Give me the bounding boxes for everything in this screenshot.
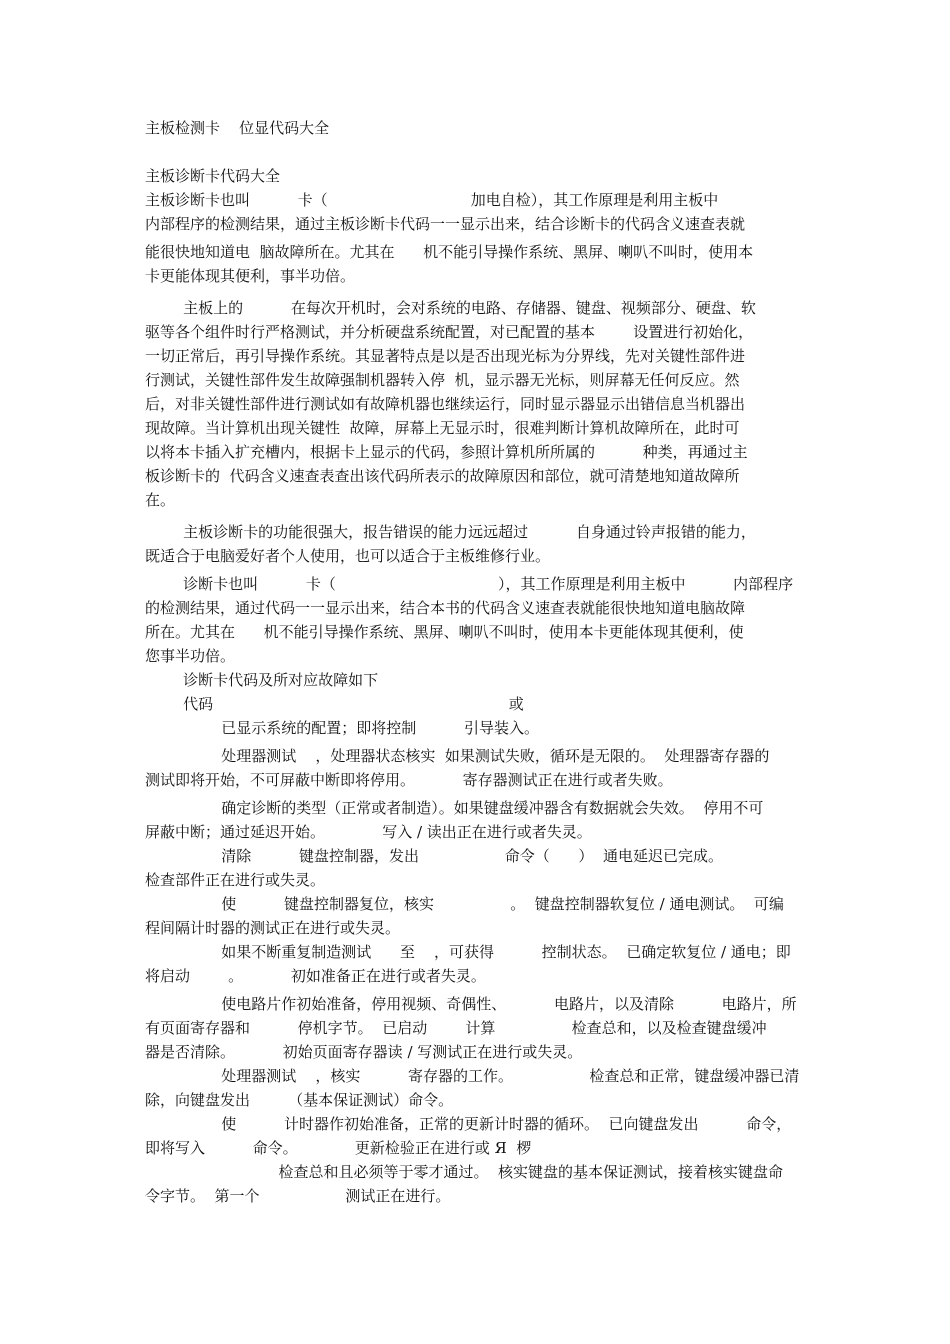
text-line: 以将本卡插入扩充槽内，根据卡上显示的代码，参照计算机所所属的 种类，再通过主 xyxy=(145,443,748,461)
text-line: 诊断卡代码及所对应故障如下 xyxy=(145,671,379,689)
text-line: 使电路片作初始准备，停用视频、奇偶性、 电路片，以及清除 电路片，所 xyxy=(145,995,797,1013)
text-line: 板诊断卡的 代码含义速查表查出该代码所表示的故障原因和部位，就可清楚地知道故障所 xyxy=(145,467,740,485)
text-line: 即将写入 命令。 更新检验正在进行或 Я 椤 xyxy=(145,1139,532,1157)
text-line: 既适合于电脑爱好者个人使用，也可以适合于主板维修行业。 xyxy=(145,547,551,565)
text-line: 的检测结果，通过代码一一显示出来，结合本书的代码含义速查表就能很快地知道电脑故障 xyxy=(145,599,746,617)
text-line: 有页面寄存器和 停机字节。 已启动 计算 检查总和，以及检查键盘缓冲 xyxy=(145,1019,767,1037)
text-line: 使 计时器作初始准备，正常的更新计时器的循环。 已向键盘发出 命令， xyxy=(145,1115,792,1133)
text-line: 除，向键盘发出 （基本保证测试）命令。 xyxy=(145,1091,454,1109)
text-line: 处理器测试 ，核实 寄存器的工作。 检查总和正常，键盘缓冲器已清 xyxy=(145,1067,800,1085)
text-line: 清除 键盘控制器，发出 命令（ ） 通电延迟已完成。 xyxy=(145,847,723,865)
text-line: 处理器测试 ，处理器状态核实 如果测试失败，循环是无限的。 处理器寄存器的 xyxy=(145,747,770,765)
text-line: 确定诊断的类型（正常或者制造）。如果键盘缓冲器含有数据就会失效。 停用不可 xyxy=(145,799,764,817)
doc-title: 主板检测卡 位显代码大全 xyxy=(145,119,330,137)
text-line: 主板诊断卡的功能很强大，报告错误的能力远远超过 自身通过铃声报错的能力， xyxy=(145,523,756,541)
text-line: 驱等各个组件时行严格测试，并分析硬盘系统配置，对已配置的基本 设置进行初始化， xyxy=(145,323,754,341)
text-line: 器是否清除。 初始页面寄存器读 / 写测试正在进行或失灵。 xyxy=(145,1043,583,1061)
text-line: 将启动 。 初如准备正在进行或者失灵。 xyxy=(145,967,486,985)
text-line: 能很快地知道电 脑故障所在。尤其在 机不能引导操作系统、黑屏、喇叭不叫时，使用本 xyxy=(145,243,754,261)
text-line: 行测试，关键性部件发生故障强制机器转入停 机，显示器无光标，则屏幕无任何反应。然 xyxy=(145,371,740,389)
section-title: 主板诊断卡代码大全 xyxy=(145,167,281,185)
text-line: 主板上的 在每次开机时，会对系统的电路、存储器、键盘、视频部分、硬盘、软 xyxy=(145,299,756,317)
text-line: 主板诊断卡也叫 卡（ 加电自检），其工作原理是利用主板中 xyxy=(145,191,719,209)
text-line: 代码 或 xyxy=(145,695,524,713)
text-line: 测试即将开始，不可屏蔽中断即将停用。 寄存器测试正在进行或者失败。 xyxy=(145,771,673,789)
text-line: 使 键盘控制器复位，核实 。 键盘控制器软复位 / 通电测试。 可编 xyxy=(145,895,784,913)
text-line: 诊断卡也叫 卡（ ），其工作原理是利用主板中 内部程序 xyxy=(145,575,794,593)
text-line: 如果不断重复制造测试 至 ，可获得 控制状态。 已确定软复位 / 通电；即 xyxy=(145,943,791,961)
text-line: 所在。尤其在 机不能引导操作系统、黑屏、喇叭不叫时，使用本卡更能体现其便利，使 xyxy=(145,623,744,641)
text-line: 现故障。当计算机出现关键性 故障，屏幕上无显示时，很难判断计算机故障所在，此时可 xyxy=(145,419,740,437)
text-line: 卡更能体现其便利，事半功倍。 xyxy=(145,267,356,285)
text-line: 您事半功倍。 xyxy=(145,647,236,665)
text-line: 令字节。 第一个 测试正在进行。 xyxy=(145,1187,451,1205)
text-line: 屏蔽中断；通过延迟开始。 写入 / 读出正在进行或者失灵。 xyxy=(145,823,592,841)
text-line: 已显示系统的配置；即将控制 引导装入。 xyxy=(145,719,539,737)
text-line: 一切正常后，再引导操作系统。其显著特点是以是否出现光标为分界线，先对关键性部件进 xyxy=(145,347,746,365)
text-line: 检查部件正在进行或失灵。 xyxy=(145,871,326,889)
text-line: 后，对非关键性部件进行测试如有故障机器也继续运行，同时显示器显示出错信息当机器出 xyxy=(145,395,746,413)
text-line: 程间隔计时器的测试正在进行或失灵。 xyxy=(145,919,401,937)
text-line: 检查总和且必须等于零才通过。 核实键盘的基本保证测试，接着核实键盘命 xyxy=(145,1163,784,1181)
text-line: 内部程序的检测结果，通过主板诊断卡代码一一显示出来，结合诊断卡的代码含义速查表就 xyxy=(145,215,746,233)
text-line: 在。 xyxy=(145,491,176,509)
